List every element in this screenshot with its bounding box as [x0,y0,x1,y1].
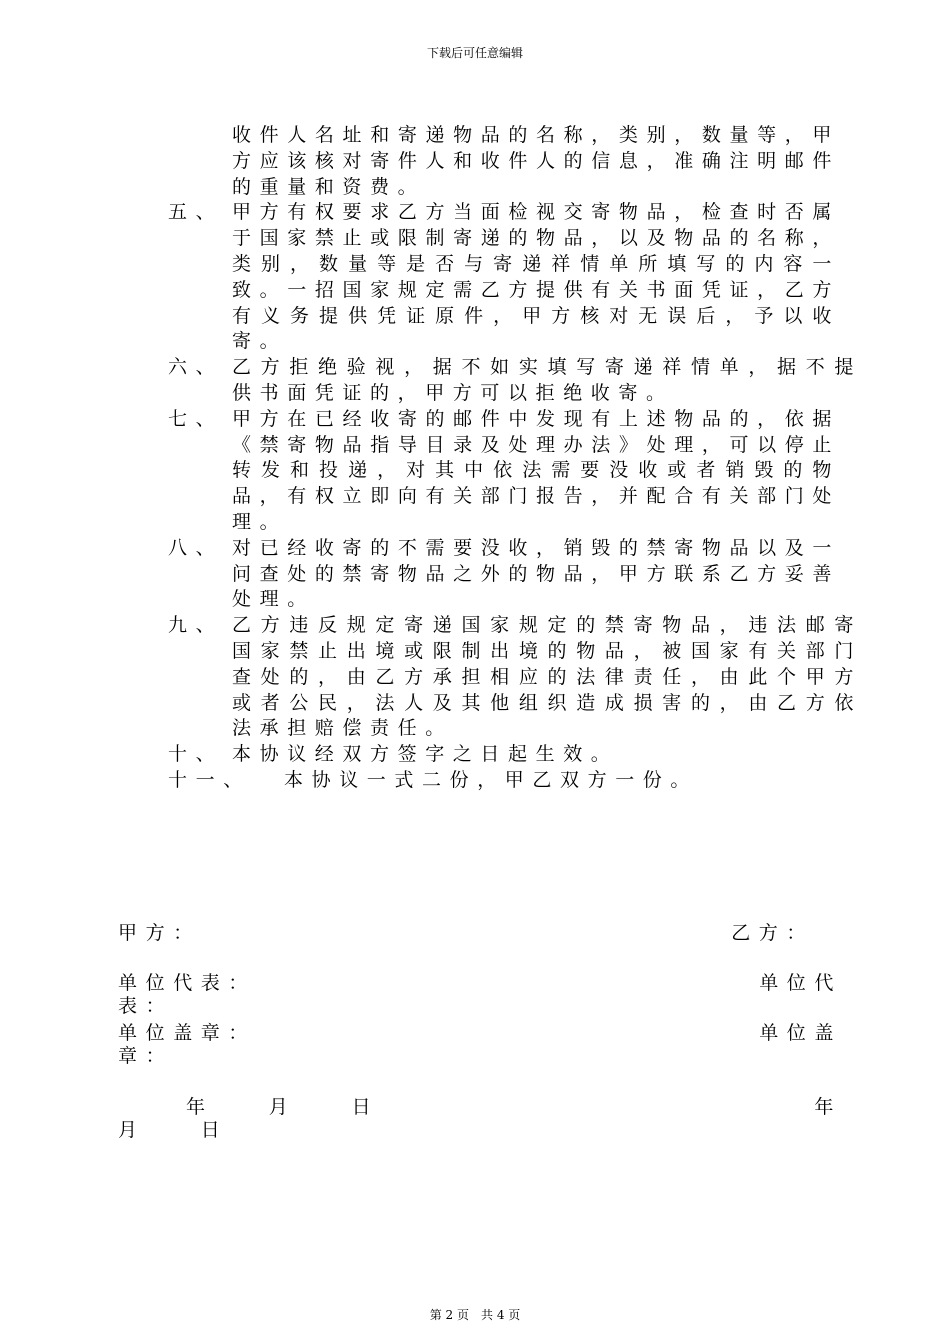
clause-9 [168,613,868,742]
clause-text: 乙方拒绝验视，据不如实填写寄递祥情单，据不提供书面凭证的，甲方可以拒绝收寄。 [232,356,862,404]
seal-right-label-wrap: 章： [118,1045,174,1067]
seal-right-label: 单位盖 [759,1022,842,1044]
date-right: 年 [814,1096,842,1118]
clause-8 [168,536,868,613]
page-header: 下载后可任意编辑 [426,46,523,60]
clause-7 [168,407,868,536]
rep-right-label-wrap: 表： [118,995,174,1017]
clause-text: 对已经收寄的不需要没收，销毁的禁寄物品以及一问查处的禁寄物品之外的物品，甲方联系乙方妥善处理。 [232,536,840,611]
clause-continuation [168,123,868,200]
agreement-clauses [168,123,868,794]
clause-6 [168,355,868,407]
date-right-wrap: 月 日 [118,1119,229,1141]
clause-text: 乙方违反规定寄递国家规定的禁寄物品，违法邮寄国家禁止出境或限制出境的物品，被国家有关部门查处的，由乙方承担相应的法律责任，由此个甲方或者公民，法人及其他组织造成损害的，由乙方依法承担赔偿责任。 [232,614,862,740]
clause-number: 九、 [168,614,224,637]
clause-10 [168,742,868,768]
clause-number: 七、 [168,407,224,430]
clause-text: 收件人名址和寄递物品的名称，类别，数量等，甲方应该核对寄件人和收件人的信息，准确注明邮件的重量和资费。 [232,124,840,198]
seal-left-label: 单位盖章： [118,1022,257,1044]
rep-left-label: 单位代表： [118,972,257,994]
party-b-label: 乙方： [731,922,814,944]
date-left: 年 月 日 [186,1096,380,1118]
clause-number: 六、 [168,356,224,379]
rep-right-label: 单位代 [759,972,842,994]
clause-11 [168,768,868,794]
clause-text: 本协议经双方签字之日起生效。 [232,743,619,766]
clause-text: 甲方在已经收寄的邮件中发现有上述物品的，依据《禁寄物品指导目录及处理办法》处理，可以停止转发和投递，对其中依法需要没收或者销毁的物品，有权立即向有关部门报告，并配合有关部门处理。 [232,407,840,533]
clause-number: 十一、 [168,768,251,791]
clause-text: 甲方有权要求乙方当面检视交寄物品，检查时否属于国家禁止或限制寄递的物品，以及物品的名称，类别，数量等是否与寄递祥情单所填写的内容一致。一招国家规定需乙方提供有关书面凭证，乙方有义务提供凭证原件，甲方核对无误后，予以收寄。 [232,201,840,353]
party-a-label: 甲方： [118,922,201,944]
clause-number: 五、 [168,201,224,224]
clause-text: 本协议一式二份，甲乙双方一份。 [284,768,699,791]
clause-number: 八、 [168,536,224,559]
page-footer: 第 2 页 共 4 页 [429,1308,521,1322]
clause-number: 十、 [168,743,224,766]
clause-5 [168,200,868,355]
